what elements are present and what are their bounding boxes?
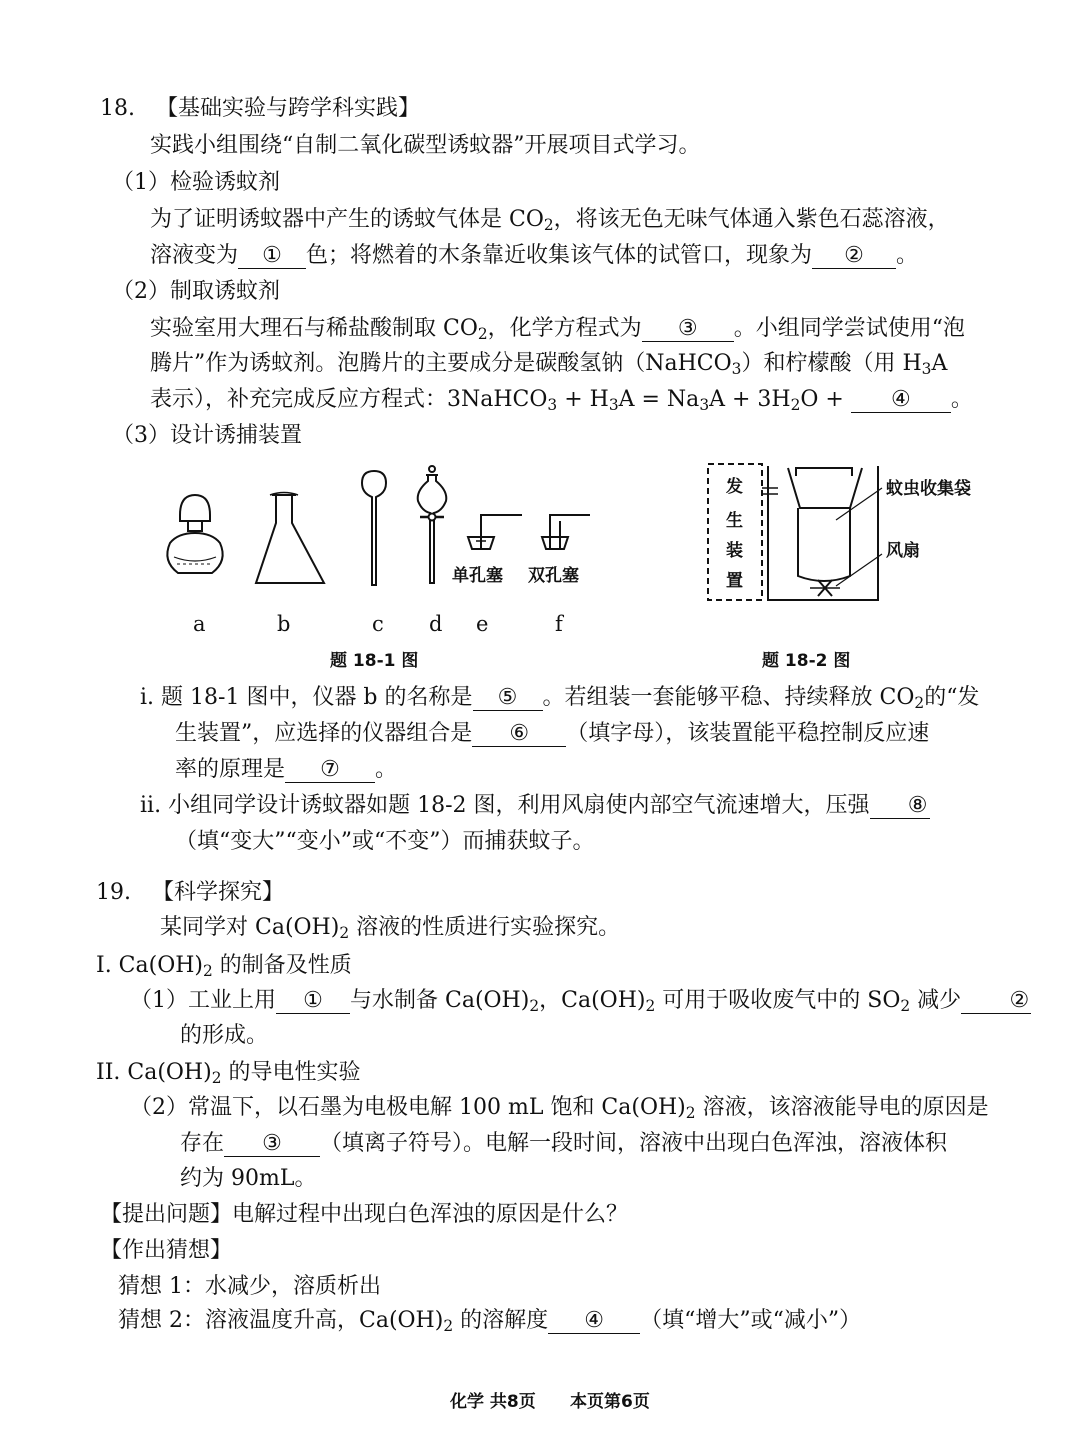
answer-blank-5[interactable]: ⑤ — [473, 686, 543, 711]
figure-18-2 — [700, 458, 1020, 608]
figure-18-2-caption: 题 18-2 图 — [762, 651, 851, 671]
q19-answer-blank-2[interactable]: ② — [961, 989, 1031, 1014]
q19-title: 【科学探究】 — [151, 880, 284, 905]
fig1-label-e: e — [476, 612, 489, 636]
answer-blank-4[interactable]: ④ — [851, 388, 951, 413]
long-neck-funnel-icon — [362, 471, 386, 585]
q19-answer-blank-3[interactable]: ③ — [224, 1132, 320, 1157]
gen-char-1: 发 — [726, 477, 743, 497]
q19-q2-line3: 约为 90mL。 — [180, 1166, 317, 1191]
fan-label: 风扇 — [886, 541, 920, 561]
q18-heading — [100, 96, 420, 122]
alcohol-lamp-icon — [167, 495, 222, 573]
q18-part1-title: （1）检验诱蚊剂 — [112, 170, 280, 195]
q19-answer-blank-4[interactable]: ④ — [548, 1309, 640, 1334]
q18-part2-line1: 实验室用大理石与稀盐酸制取 $CO_2$，化学方程式为 ③ 。小组同学尝试使用“泡 — [150, 316, 965, 343]
fan-icon — [810, 580, 840, 596]
q18-part2-line2: 腾片”作为诱蚊剂。泡腾片的主要成分是碳酸氢钠（NaHCO$_3$）和柠檬酸（用 $H_3A$ — [150, 351, 948, 378]
q18-sub-ii-line2: （填“变大”“变小”或“不变”）而捕获蚊子。 — [175, 829, 595, 854]
stopper-double-label: 双孔塞 — [528, 566, 579, 586]
fig1-label-d: d — [429, 612, 443, 636]
q18-part3-title: （3）设计诱捕装置 — [112, 423, 302, 448]
sub-ii-number: ii. — [140, 793, 162, 818]
q19-number: 19. — [96, 880, 131, 905]
q18-part1-line2: 溶液变为 ① 色；将燃着的木条靠近收集该气体的试管口，现象为 ② 。 — [150, 243, 919, 268]
gen-char-4: 置 — [726, 571, 743, 591]
q18-part1-line1: 为了证明诱蚊器中产生的诱蚊气体是 $CO_2$，将该无色无味气体通入紫色石蕊溶液， — [150, 207, 950, 234]
gen-char-3: 装 — [726, 541, 743, 561]
q19-intro: 某同学对 $Ca(OH)_2$ 溶液的性质进行实验探究。 — [160, 915, 621, 942]
fig1-label-f: f — [555, 612, 563, 636]
bag-label: 蚊虫收集袋 — [886, 479, 971, 499]
separatory-funnel-icon — [418, 466, 447, 583]
sub-i-number: i. — [140, 685, 155, 710]
footer-page: 本页第6页 — [570, 1392, 650, 1412]
q19-guess-1: 猜想 1：水减少，溶质析出 — [118, 1274, 381, 1299]
q19-guess-2: 猜想 2：溶液温度升高，$Ca(OH)_2$ 的溶解度 ④ （填“增大”或“减小”） — [118, 1308, 862, 1335]
answer-blank-7[interactable]: ⑦ — [285, 758, 375, 783]
fig1-label-a: a — [193, 612, 206, 636]
q18-sub-i-line3: 率的原理是 ⑦ 。 — [175, 757, 398, 782]
single-hole-stopper-icon — [468, 515, 522, 549]
q18-part2-line3: 表示），补充完成反应方程式：3NaHCO$_3$ + $H_3A = Na_3A + 3H_2O$ + ④ 。 — [150, 387, 973, 414]
q19-q1-line1: （1）工业上用 ① 与水制备 $Ca(OH)_2$，$Ca(OH)_2$ 可用于吸收废气中的 $SO_2$ 减少 ② — [130, 988, 1030, 1015]
fig1-label-b: b — [277, 612, 291, 636]
gen-char-2: 生 — [726, 511, 743, 531]
answer-blank-1[interactable]: ① — [238, 244, 306, 269]
q18-part2-title: （2）制取诱蚊剂 — [112, 279, 280, 304]
q18-number: 18. — [100, 96, 135, 121]
answer-blank-8[interactable]: ⑧ — [870, 794, 930, 819]
q19-q2-line1: （2）常温下，以石墨为电极电解 100 mL 饱和 $Ca(OH)_2$ 溶液，该溶液能导电的原因是 — [130, 1095, 989, 1122]
q19-answer-blank-1[interactable]: ① — [276, 989, 350, 1014]
answer-blank-6[interactable]: ⑥ — [472, 722, 566, 747]
q19-ask: 【提出问题】电解过程中出现白色浑浊的原因是什么？ — [100, 1202, 629, 1227]
q18-title: 【基础实验与跨学科实践】 — [155, 96, 420, 121]
trap-container-icon — [768, 466, 878, 600]
footer-subject: 化学 共8页 — [450, 1392, 536, 1412]
conical-flask-icon — [256, 493, 324, 584]
fig1-label-c: c — [372, 612, 384, 636]
q18-intro: 实践小组围绕“自制二氧化碳型诱蚊器”开展项目式学习。 — [150, 133, 701, 158]
answer-blank-3[interactable]: ③ — [642, 317, 734, 342]
double-hole-stopper-icon — [542, 515, 590, 549]
q19-section-1: I. $Ca(OH)_2$ 的制备及性质 — [96, 953, 352, 980]
q18-sub-i-line2: 生装置”，应选择的仪器组合是 ⑥ （填字母），该装置能平稳控制反应速 — [175, 721, 930, 746]
q19-heading — [96, 880, 284, 906]
q19-q2-line2: 存在 ③ （填离子符号）。电解一段时间，溶液中出现白色浑浊，溶液体积 — [180, 1131, 948, 1156]
q19-section-2: II. $Ca(OH)_2$ 的导电性实验 — [96, 1060, 361, 1087]
q18-sub-i-line1: i. 题 18-1 图中，仪器 b 的名称是 ⑤ 。若组装一套能够平稳、持续释放 $CO_2$的“发 — [140, 685, 980, 712]
stopper-single-label: 单孔塞 — [452, 566, 503, 586]
figure-18-1 — [150, 465, 610, 595]
q18-sub-ii-line1: ii. 小组同学设计诱蚊器如题 18-2 图，利用风扇使内部空气流速增大，压强 ⑧ — [140, 793, 928, 818]
q19-q1-line2: 的形成。 — [180, 1023, 269, 1048]
q19-guess-title: 【作出猜想】 — [100, 1238, 233, 1263]
answer-blank-2[interactable]: ② — [812, 244, 896, 269]
figure-18-1-caption: 题 18-1 图 — [330, 651, 419, 671]
